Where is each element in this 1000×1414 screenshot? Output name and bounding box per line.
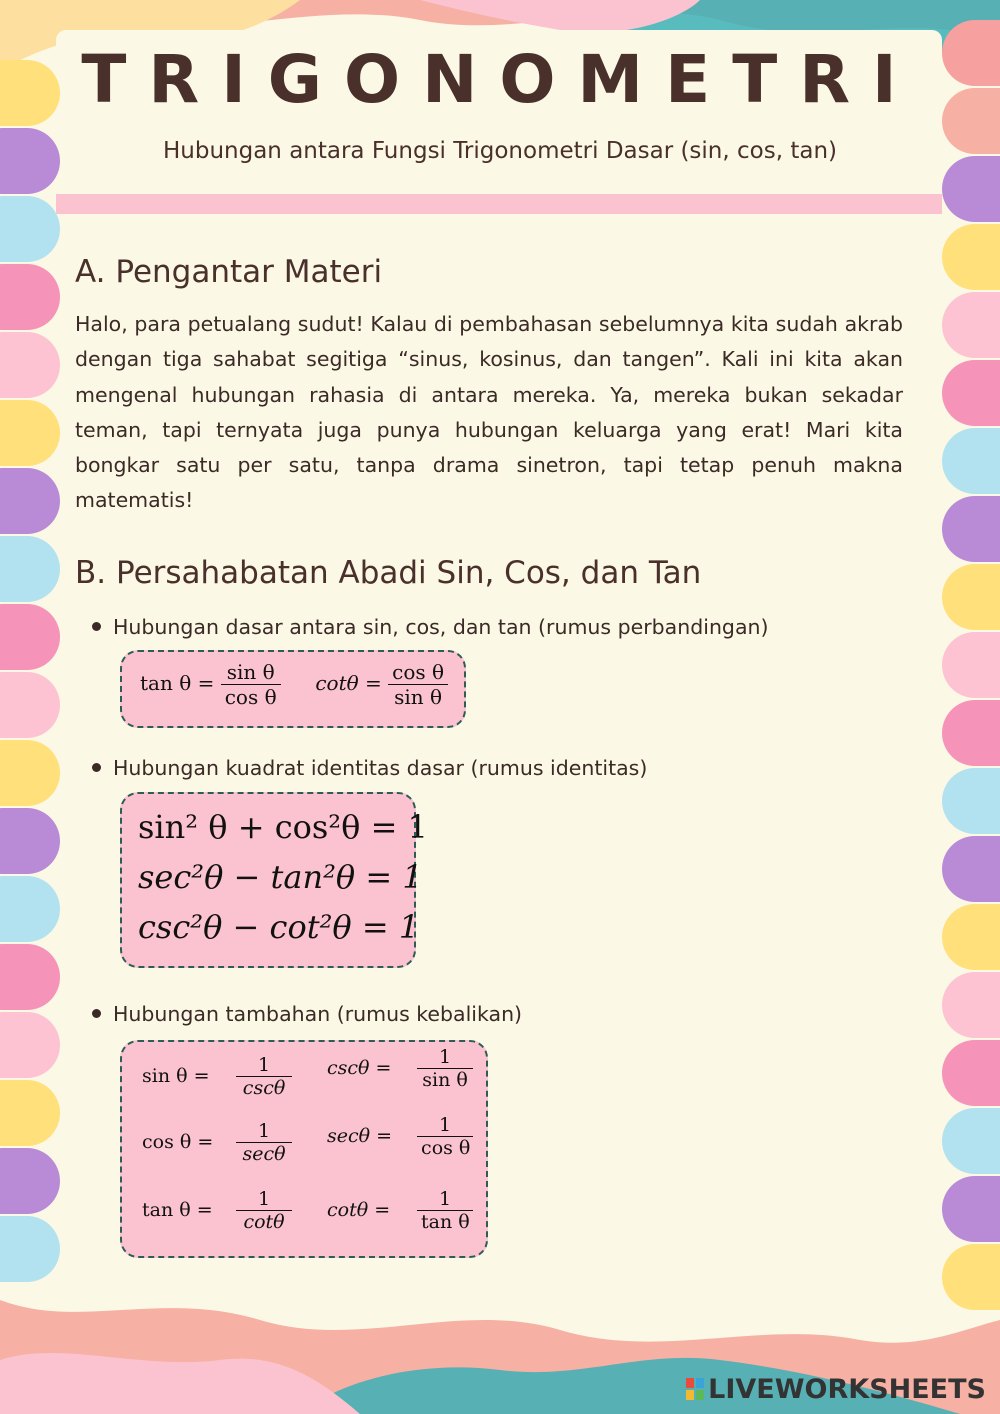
liveworksheets-logo [686,1374,986,1405]
identity-line-2: sec²θ − tan²θ = 1 [138,858,423,896]
bullet-ratio [92,615,769,639]
reciprocal-row-csc: cscθ = $\frac{1}{\text{sin θ}}$ [327,1046,473,1091]
ratio-formula-box [120,650,466,728]
page-subtitle: Hubungan antara Fungsi Trigonometri Dasar (sin, cos, tan) [162,138,837,164]
reciprocal-row-sec: secθ = $\frac{1}{\text{cos θ}}$ [327,1114,473,1159]
reciprocal-row-cos: cos θ = 1 secθ [142,1120,292,1165]
identity-line-1: sin² θ + cos²θ = 1 [138,808,428,846]
cot-lhs: cotθ = [315,671,382,695]
intro-paragraph: Halo, para petualang sudut! Kalau di pembahasan sebelumnya kita sudah akrab dengan tiga sahabat segitiga “sinus, kosinus, dan tangen”. Kali ini kita akan mengenal hubungan rahasia di antara mereka. Ya, mereka bukan sekadar teman, tapi ternyata juga punya hubungan keluarga yang erat! Mari kita bongkar satu per satu, tanpa drama sinetron, tapi tetap penuh makna matematis! [75,312,903,513]
identity-line-3: csc²θ − cot²θ = 1 [138,908,420,946]
reciprocal-formula-box [120,1040,488,1258]
section-b-heading: B. Persahabatan Abadi Sin, Cos, dan Tan [75,555,702,591]
bullet-dot [92,763,101,772]
bullet-dot [92,622,101,631]
identity-formula-box [120,792,428,968]
bullet-identity-text: Hubungan kuadrat identitas dasar (rumus identitas) [113,756,648,780]
page-title: TRIGONOMETRI [81,41,919,118]
bullet-ratio-text: Hubungan dasar antara sin, cos, dan tan (rumus perbandingan) [113,615,769,639]
section-a-heading: A. Pengantar Materi [75,254,383,290]
tan-fraction: $\frac{\text{sin θ}}{\text{cos θ}}$ [221,660,281,709]
reciprocal-row-cot: cotθ = $\frac{1}{\text{tan θ}}$ [327,1188,473,1233]
logo-text: LIVEWORKSHEETS [708,1374,986,1405]
reciprocal-row-sin: sin θ = 1 cscθ [142,1054,292,1099]
tan-lhs: tan θ = [140,671,215,695]
reciprocal-row-tan: tan θ = $\frac{1}{\cot\theta}$ [142,1188,292,1233]
bullet-dot [92,1009,101,1018]
bullet-reciprocal-text: Hubungan tambahan (rumus kebalikan) [113,1002,523,1026]
cot-fraction: $\frac{\text{cos θ}}{\text{sin θ}}$ [388,660,448,709]
logo-icon [686,1378,704,1400]
bullet-identity [92,756,647,780]
bullet-reciprocal [92,1002,522,1026]
